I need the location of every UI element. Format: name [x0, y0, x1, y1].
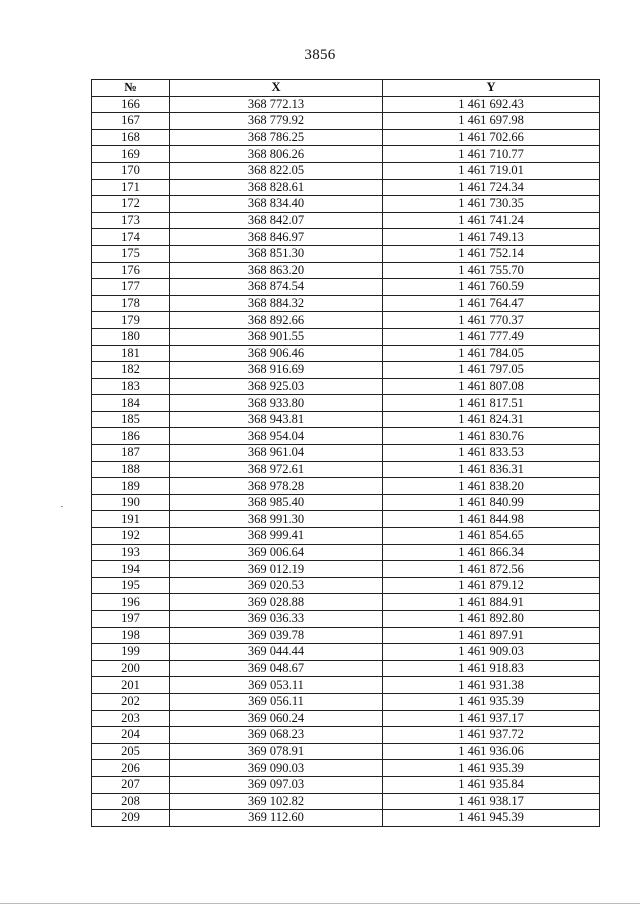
cell-y: 1 461 884.91: [383, 594, 600, 611]
cell-x: 368 999.41: [170, 528, 383, 545]
cell-x: 368 834.40: [170, 196, 383, 213]
table-row: [92, 229, 600, 246]
table-row: [92, 810, 600, 827]
cell-y: 1 461 936.06: [383, 743, 600, 760]
cell-x: 368 786.25: [170, 129, 383, 146]
cell-x: 369 028.88: [170, 594, 383, 611]
header-number: №: [92, 80, 170, 97]
cell-number: 171: [92, 179, 170, 196]
cell-y: 1 461 697.98: [383, 113, 600, 130]
cell-x: 369 020.53: [170, 577, 383, 594]
cell-number: 185: [92, 411, 170, 428]
cell-number: 191: [92, 511, 170, 528]
cell-y: 1 461 702.66: [383, 129, 600, 146]
table-row: [92, 727, 600, 744]
cell-x: 369 039.78: [170, 627, 383, 644]
cell-y: 1 461 935.39: [383, 693, 600, 710]
cell-x: 368 906.46: [170, 345, 383, 362]
table-row: [92, 262, 600, 279]
table-row: [92, 279, 600, 296]
cell-number: 177: [92, 279, 170, 296]
header-y: Y: [383, 80, 600, 97]
cell-number: 202: [92, 693, 170, 710]
cell-number: 194: [92, 561, 170, 578]
cell-y: 1 461 777.49: [383, 328, 600, 345]
cell-number: 204: [92, 727, 170, 744]
cell-x: 368 943.81: [170, 411, 383, 428]
cell-x: 369 068.23: [170, 727, 383, 744]
cell-number: 203: [92, 710, 170, 727]
cell-y: 1 461 724.34: [383, 179, 600, 196]
cell-x: 369 102.82: [170, 793, 383, 810]
cell-y: 1 461 866.34: [383, 544, 600, 561]
cell-number: 182: [92, 362, 170, 379]
table-row: [92, 428, 600, 445]
table-row: [92, 793, 600, 810]
table-row: [92, 162, 600, 179]
table-row: [92, 677, 600, 694]
cell-y: 1 461 692.43: [383, 96, 600, 113]
table-row: [92, 295, 600, 312]
cell-x: 369 053.11: [170, 677, 383, 694]
cell-number: 192: [92, 528, 170, 545]
table-row: [92, 528, 600, 545]
cell-x: 368 892.66: [170, 312, 383, 329]
table-row: [92, 494, 600, 511]
cell-y: 1 461 938.17: [383, 793, 600, 810]
coordinates-table: [91, 79, 600, 827]
cell-number: 175: [92, 245, 170, 262]
cell-x: 369 036.33: [170, 611, 383, 628]
cell-y: 1 461 807.08: [383, 378, 600, 395]
cell-number: 167: [92, 113, 170, 130]
cell-y: 1 461 752.14: [383, 245, 600, 262]
table-row: [92, 660, 600, 677]
table-row: [92, 478, 600, 495]
page-edge: [0, 903, 640, 904]
table-body: [92, 96, 600, 826]
cell-x: 368 901.55: [170, 328, 383, 345]
table-header-row: [92, 80, 600, 97]
cell-number: 183: [92, 378, 170, 395]
cell-x: 368 884.32: [170, 295, 383, 312]
cell-y: 1 461 945.39: [383, 810, 600, 827]
cell-number: 196: [92, 594, 170, 611]
cell-number: 168: [92, 129, 170, 146]
cell-x: 369 044.44: [170, 644, 383, 661]
cell-number: 187: [92, 445, 170, 462]
cell-number: 193: [92, 544, 170, 561]
cell-number: 207: [92, 776, 170, 793]
table-row: [92, 710, 600, 727]
table-row: [92, 411, 600, 428]
cell-x: 369 097.03: [170, 776, 383, 793]
cell-y: 1 461 892.80: [383, 611, 600, 628]
cell-x: 368 806.26: [170, 146, 383, 163]
table-row: [92, 328, 600, 345]
cell-number: 195: [92, 577, 170, 594]
cell-number: 170: [92, 162, 170, 179]
cell-x: 368 933.80: [170, 395, 383, 412]
cell-x: 368 985.40: [170, 494, 383, 511]
cell-y: 1 461 764.47: [383, 295, 600, 312]
cell-y: 1 461 710.77: [383, 146, 600, 163]
cell-y: 1 461 840.99: [383, 494, 600, 511]
page-number: 3856: [304, 47, 336, 63]
cell-number: 197: [92, 611, 170, 628]
table-row: [92, 129, 600, 146]
cell-number: 205: [92, 743, 170, 760]
table-row: [92, 179, 600, 196]
cell-number: 178: [92, 295, 170, 312]
cell-x: 369 078.91: [170, 743, 383, 760]
cell-number: 176: [92, 262, 170, 279]
table-row: [92, 760, 600, 777]
cell-number: 199: [92, 644, 170, 661]
cell-number: 184: [92, 395, 170, 412]
cell-y: 1 461 784.05: [383, 345, 600, 362]
cell-x: 369 060.24: [170, 710, 383, 727]
table-row: [92, 378, 600, 395]
cell-y: 1 461 909.03: [383, 644, 600, 661]
cell-number: 179: [92, 312, 170, 329]
cell-y: 1 461 830.76: [383, 428, 600, 445]
cell-y: 1 461 749.13: [383, 229, 600, 246]
cell-y: 1 461 879.12: [383, 577, 600, 594]
cell-x: 368 772.13: [170, 96, 383, 113]
cell-y: 1 461 935.84: [383, 776, 600, 793]
cell-number: 186: [92, 428, 170, 445]
table-row: [92, 511, 600, 528]
cell-number: 208: [92, 793, 170, 810]
cell-y: 1 461 741.24: [383, 212, 600, 229]
table-row: [92, 776, 600, 793]
table-row: [92, 245, 600, 262]
cell-y: 1 461 719.01: [383, 162, 600, 179]
table-row: [92, 693, 600, 710]
cell-y: 1 461 872.56: [383, 561, 600, 578]
cell-x: 369 012.19: [170, 561, 383, 578]
table-row: [92, 395, 600, 412]
cell-x: 368 822.05: [170, 162, 383, 179]
cell-x: 368 874.54: [170, 279, 383, 296]
cell-x: 368 851.30: [170, 245, 383, 262]
cell-y: 1 461 935.39: [383, 760, 600, 777]
cell-number: 188: [92, 461, 170, 478]
cell-y: 1 461 755.70: [383, 262, 600, 279]
cell-number: 206: [92, 760, 170, 777]
table-row: [92, 113, 600, 130]
cell-x: 368 828.61: [170, 179, 383, 196]
cell-y: 1 461 824.31: [383, 411, 600, 428]
table-row: [92, 461, 600, 478]
header-x: X: [170, 80, 383, 97]
cell-y: 1 461 836.31: [383, 461, 600, 478]
cell-y: 1 461 770.37: [383, 312, 600, 329]
cell-number: 174: [92, 229, 170, 246]
cell-x: 368 916.69: [170, 362, 383, 379]
cell-x: 368 863.20: [170, 262, 383, 279]
cell-number: 189: [92, 478, 170, 495]
cell-y: 1 461 918.83: [383, 660, 600, 677]
cell-x: 369 006.64: [170, 544, 383, 561]
cell-y: 1 461 838.20: [383, 478, 600, 495]
cell-number: 173: [92, 212, 170, 229]
cell-y: 1 461 817.51: [383, 395, 600, 412]
cell-y: 1 461 854.65: [383, 528, 600, 545]
cell-x: 368 925.03: [170, 378, 383, 395]
cell-number: 209: [92, 810, 170, 827]
table-row: [92, 96, 600, 113]
cell-y: 1 461 833.53: [383, 445, 600, 462]
table-row: [92, 345, 600, 362]
cell-x: 368 978.28: [170, 478, 383, 495]
table-row: [92, 312, 600, 329]
cell-number: 200: [92, 660, 170, 677]
cell-number: 169: [92, 146, 170, 163]
cell-x: 368 972.61: [170, 461, 383, 478]
table-row: [92, 577, 600, 594]
table-row: [92, 544, 600, 561]
cell-x: 368 961.04: [170, 445, 383, 462]
cell-x: 368 779.92: [170, 113, 383, 130]
cell-x: 369 090.03: [170, 760, 383, 777]
cell-y: 1 461 937.17: [383, 710, 600, 727]
cell-y: 1 461 797.05: [383, 362, 600, 379]
cell-x: 368 991.30: [170, 511, 383, 528]
cell-number: 198: [92, 627, 170, 644]
cell-y: 1 461 897.91: [383, 627, 600, 644]
table-row: [92, 146, 600, 163]
table-row: [92, 627, 600, 644]
cell-number: 201: [92, 677, 170, 694]
table-row: [92, 644, 600, 661]
margin-mark: [61, 506, 63, 507]
table-row: [92, 362, 600, 379]
cell-x: 369 112.60: [170, 810, 383, 827]
cell-y: 1 461 844.98: [383, 511, 600, 528]
cell-number: 172: [92, 196, 170, 213]
cell-number: 190: [92, 494, 170, 511]
cell-y: 1 461 730.35: [383, 196, 600, 213]
cell-number: 180: [92, 328, 170, 345]
table-row: [92, 196, 600, 213]
cell-x: 368 846.97: [170, 229, 383, 246]
cell-x: 369 048.67: [170, 660, 383, 677]
cell-y: 1 461 760.59: [383, 279, 600, 296]
table-row: [92, 594, 600, 611]
cell-x: 368 954.04: [170, 428, 383, 445]
table-row: [92, 212, 600, 229]
table-row: [92, 561, 600, 578]
cell-number: 166: [92, 96, 170, 113]
cell-x: 369 056.11: [170, 693, 383, 710]
cell-number: 181: [92, 345, 170, 362]
table-row: [92, 611, 600, 628]
table-row: [92, 445, 600, 462]
cell-y: 1 461 931.38: [383, 677, 600, 694]
table-row: [92, 743, 600, 760]
cell-y: 1 461 937.72: [383, 727, 600, 744]
cell-x: 368 842.07: [170, 212, 383, 229]
